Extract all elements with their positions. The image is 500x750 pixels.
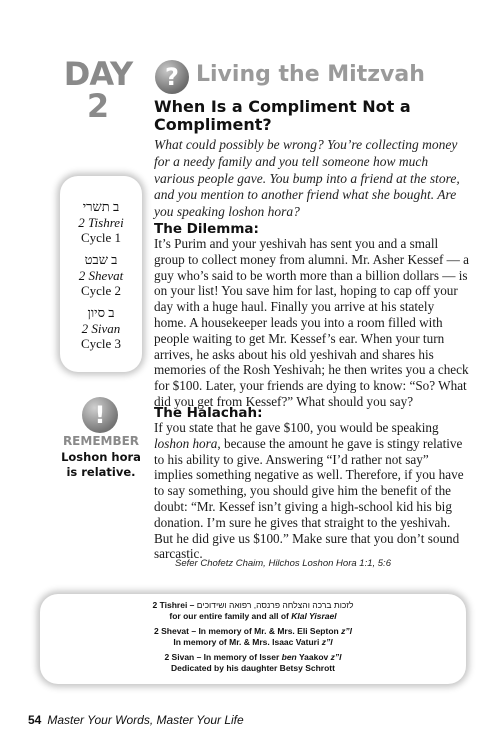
dedication-line: 2 Shevat – In memory of Mr. & Mrs. Eli Septon z”l: [154, 626, 352, 636]
question-circle-icon: ?: [155, 60, 189, 94]
section-title: Living the Mitzvah: [196, 62, 425, 87]
schedule-date: 2 Sivan: [81, 320, 121, 336]
schedule-cycle: Cycle 1: [80, 230, 122, 245]
remember-text: Loshon hora is relative.: [61, 450, 141, 479]
hebrew-date: ב שבט: [84, 252, 118, 267]
halachah-heading: The Halachah:: [154, 405, 263, 421]
dedication-line: Dedicated by his daughter Betsy Schrott: [171, 663, 335, 673]
schedule-entry: [60, 199, 142, 246]
remember-label: REMEMBER: [62, 434, 140, 448]
schedule-cycle: Cycle 2: [80, 283, 122, 298]
schedule-cycle: Cycle 3: [80, 336, 122, 351]
hebrew-date: ב תשרי: [82, 199, 120, 214]
dedication-line: 2 Tishrei – לזכות ברכה והצלחה פרנסה, רפואה ושידוכים: [152, 600, 354, 610]
dilemma-body: It’s Purim and your yeshivah has sent you and a small group to collect money from alumni. Mr. Asher Kessef — a guy who’s said to be worth more than a billion dollars — is on your list! You save him for last, hoping to cap off your day with a huge haul. Finally you arrive at his stately home. A housekeeper leads you into a room filled with people waiting to get Mr. Kessef’s ear. When your turn arrives, he asks about his old yeshivah and shares his memories of the Rosh Yeshivah; he then writes you a check for $100. Later, your friends are dying to know: “So? What did you get from Kessef?” What should you say?: [154, 236, 469, 409]
book-title: Master Your Words, Master Your Life: [47, 713, 244, 727]
lesson-title: When Is a Compliment Not a Compliment?: [154, 97, 411, 134]
schedule-date: 2 Shevat: [78, 267, 124, 283]
dedication-line: for our entire family and all of Klal Yisrael: [169, 611, 337, 621]
exclamation-circle-icon: !: [82, 397, 118, 433]
dilemma-heading: The Dilemma:: [154, 221, 259, 237]
day-number: 2: [86, 87, 110, 125]
schedule-entry: [60, 252, 142, 299]
dedication-box: [40, 594, 466, 684]
page-footer: [28, 713, 244, 727]
hebrew-date: ב סיון: [87, 305, 115, 320]
dedication-line: In memory of Mr. & Mrs. Isaac Vaturi z”l: [173, 637, 333, 647]
schedule-date: 2 Tishrei: [78, 214, 124, 230]
intro-paragraph: What could possibly be wrong? You’re collecting money for a needy family and you tell someone how much various people gave. You bump into a friend at the store, and you mention to another friend what she bought. Are you speaking loshon hora?: [154, 137, 460, 220]
day-label: DAY: [63, 55, 133, 93]
page-number: 54: [28, 713, 42, 727]
source-citation: Sefer Chofetz Chaim, Hilchos Loshon Hora 1:1, 5:6: [175, 558, 391, 569]
schedule-entry: [60, 305, 142, 352]
schedule-box: [60, 176, 142, 372]
halachah-body: If you state that he gave $100, you would be speaking loshon hora, because the amount he gave is stingy relative to his ability to give. Answering “I’d rather not say” implies something negative as well. Therefore, if you have to say something, you should give him the benefit of the doubt: “Mr. Kessef isn’t giving a high-school kid his big donation. I’m sure he gives that straight to the yeshivah. But he did give us $100.” Make sure that you don’t sound sarcastic.: [154, 420, 464, 562]
dedication-line: 2 Sivan – In memory of Isser ben Yaakov z”l: [164, 652, 342, 662]
